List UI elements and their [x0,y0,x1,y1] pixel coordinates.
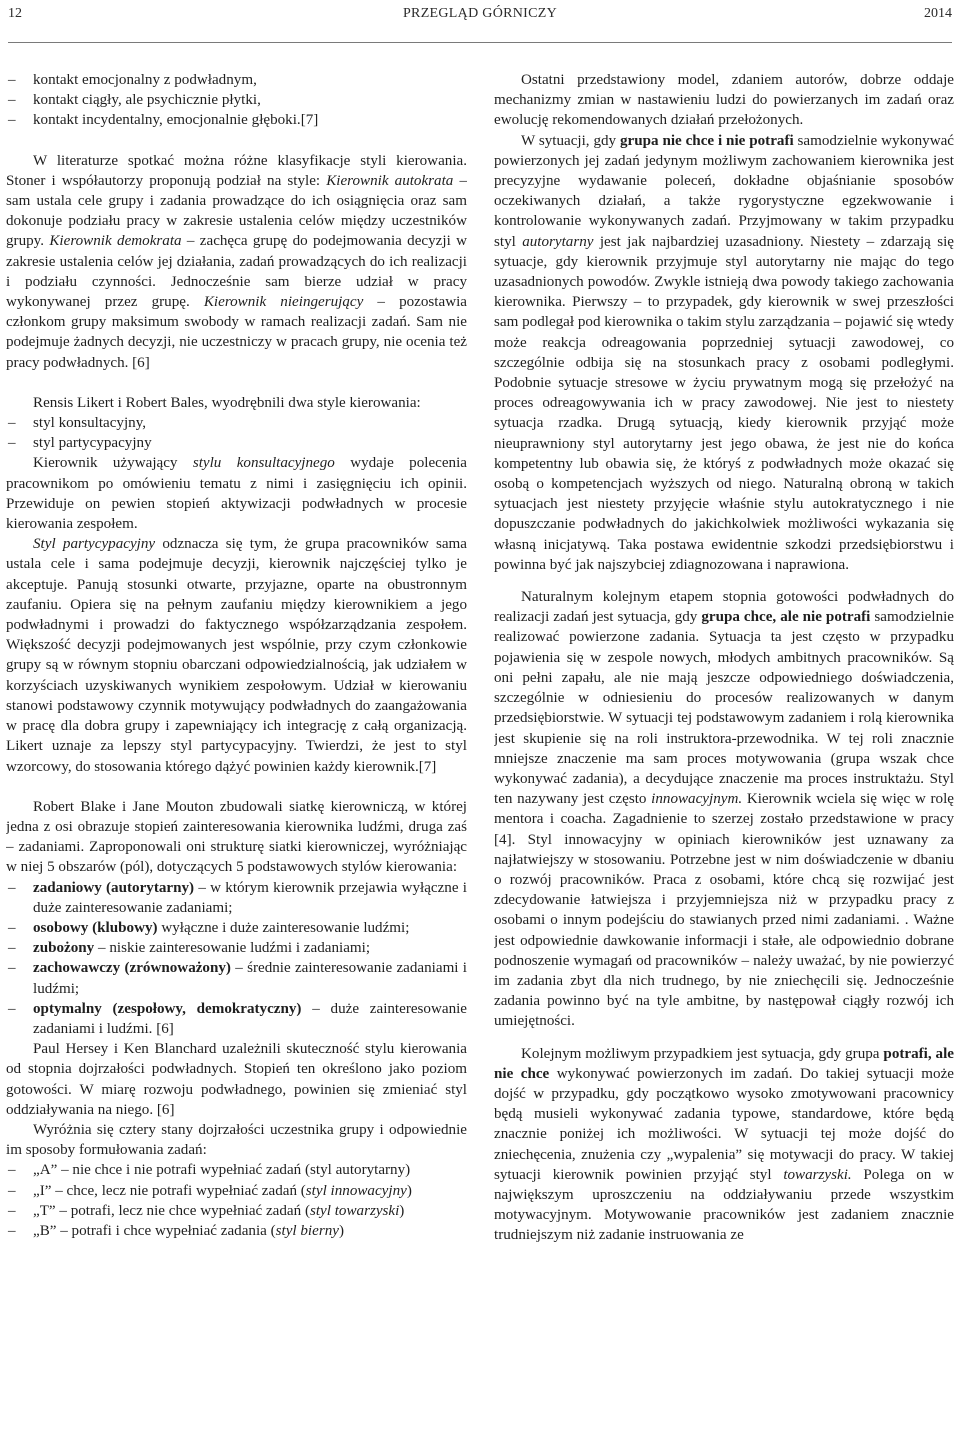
paragraph-hersey-blanchard: Paul Hersey i Ken Blanchard uzależnili skuteczność stylu kierowania od stopnia dojrzałości podwładnych. Stopień ten określono jako poziom gotowości. W miarę rozwoju podwładnego, powinien się zmieniać styl oddziaływania na niego. [6] [6,1041,467,1118]
header-rule [8,42,952,43]
list-item: – zadaniowy (autorytarny) – w którym kierownik przejawia wyłączne i duże zainteresowanie zadaniami; [6,878,467,918]
list-item: – zubożony – niskie zainteresowanie ludźmi i zadaniami; [6,938,467,958]
page-number: 12 [8,6,22,21]
paragraph-innovative-case: Naturalnym kolejnym etapem stopnia gotowości podwładnych do realizacji zadań jest sytuacja, gdy grupa chce, ale nie potrafi samodzielnie realizować powierzone zadania. Sytuacja ta jest często w przypadku pojawienia się w zespole nowych, młodych ambitnych pracowników. Są oni pełni zapału, ale nie mają jeszcze odpowiedniego doświadczenia, szczególnie w odniesieniu do procesów realizowanych w danym przedsiębiorstwie. W sytuacji tej podstawowym zadaniem i rolą kierownika jest skupienie się na roli instruktora-przewodnika. W tej roli znacznie mniejsze znaczenie ma sam proces motywowania (grupa wszak chce wykonywać zadania), a decydujące znaczenie ma proces instruktażu. Styl ten nazywany jest często innowacyjnym. Kierownik wciela się więc w rolę mentora i coacha. Zagadnienie to szerzej zostało przedstawione w pracy [4]. Styl innowacyjny w opiniach kierowników jest uznawany za najłatwiejszy w stosowaniu. Potrzebne jest w nim doświadczenie w dbaniu o rozwój pracowników. Praca z osobami, które chcą się rozwijać jest zdecydowanie łatwiejsza i przyjemniejsza niż w przypadku pracy z osobami o innym podejściu do stawianych przed nimi zadaniami. . Ważne jest odpowiednie dawkowanie informacji i stałe, ale odpowiednio dobrane podnoszenie wymagań od pracowników – należy uważać, by nie powierzyć im zadania zbyt dla nich trudnego, by nie zniechęcili się. Jednocześnie zadania powinno być na tyle ambitne, by następował ciągły rozwój ich umiejętności. [494,589,954,1030]
list-item: – styl konsultacyjny, [6,413,467,433]
list-item: – „B” – potrafi i chce wypełniać zadania (styl bierny) [6,1221,467,1241]
list-item: – optymalny (zespołowy, demokratyczny) – duże zainteresowanie zadaniami i ludźmi. [6] [6,999,467,1039]
paragraph-stoner: W literaturze spotkać można różne klasyfikacje styli kierowania. Stoner i współautorzy proponują podział na style: Kierownik autokrata – sam ustala cele grupy i zadania prowadzące do ich osiągnięcia oraz sam dokonuje podziału pracy w zakresie ustalenia celów między uczestników grupy. Kierownik demokrata – zachęca grupę do podejmowania decyzji w zakresie ustalenia celów jej działania, zadań prowadzących do ich realizacji i podziału czynności. Jednocześnie sam bierze udział w pracy wykonywanej przez grupę. Kierownik nieingerujący – pozostawia członkom grupy maksimum swobody w ramach realizacji zadań. Sam nie podejmuje żadnych decyzji, nie uczestniczy w pracach grupy, nie ocenia też pracy podwładnych. [6] [6,152,467,371]
publication-year: 2014 [924,6,952,21]
paragraph-likert-intro: Rensis Likert i Robert Bales, wyodrębnili dwa style kierowania: [33,394,421,411]
paragraph-social-case: Kolejnym możliwym przypadkiem jest sytuacja, gdy grupa potrafi, ale nie chce wykonywać powierzonych im zadań. Do takiej sytuacji może dojść w przypadku, gdy początkowo wysoko zmotywowani pracownicy będą musieli wykonywać zadania typowe, standardowe, które będą znacznie poniżej ich możliwości. W sytuacji tej może dojść do zniechęcenia, znużenia czy „wypalenia” się motywacji do pracy. W takiej sytuacji kierownik powinien przyjąć styl towarzyski. Polega on w największym uproszczeniu na oddziaływaniu przede wszystkim motywacyjnym. Motywowanie pracowników jest zadaniem znacznie trudniejszym niż zadanie instruowania ze [494,1045,954,1244]
list-item: – styl partycypacyjny [6,433,467,453]
paragraph-consultative: Kierownik używający stylu konsultacyjnego wydaje polecenia pracownikom po omówieniu tematu z nimi i zasięgnięciu ich opinii. Przewiduje on pewien stopień aktywizacji podwładnych w procesie kierowania zespołem. [6,455,467,533]
paragraph-maturity-stages: Wyróżnia się cztery stany dojrzałości uczestnika grupy i odpowiednie im sposoby formułowania zadań: [6,1121,467,1159]
list-item: – „I” – chce, lecz nie potrafi wypełniać zadań (styl innowacyjny) [6,1181,467,1201]
list-item: – osobowy (klubowy) wyłączne i duże zainteresowanie ludźmi; [6,918,467,938]
list-item: – „T” – potrafi, lecz nie chce wypełniać zadań (styl towarzyski) [6,1201,467,1221]
left-column [6,70,467,1438]
right-column [494,70,954,1438]
paragraph-blake-mouton: Robert Blake i Jane Mouton zbudowali siatkę kierowniczą, w której jedna z osi obrazuje stopień zainteresowania kierownika ludźmi, druga zaś – zadaniami. Zaproponowali oni strukturę siatki kierowniczej, wyróżniając w niej 5 obszarów (pól), dotyczących 5 podstawowych stylów kierowania: [6,798,467,876]
list-item: – kontakt emocjonalny z podwładnym, [6,70,467,90]
paragraph-autocratic-case: W sytuacji, gdy grupa nie chce i nie potrafi samodzielnie wykonywać powierzonych jej zadań jedynym możliwym zachowaniem kierownika jest precyzyjne wydawanie poleceń, dokładne objaśnianie sposobów oczekiwanych działań, a także rygorystyczne egzekwowanie i kontrolowanie wykonywanych zadań. Przyjmowany w takim przypadku styl autorytarny jest jak najbardziej uzasadniony. Niestety – zdarzają się sytuacje, gdy kierownik przyjmuje styl autorytarny nie mając do tego uzasadnionych powodów. Zwykle istnieją dwa powody takiego zachowania kierownika. Pierwszy – to przypadek, gdy kierownik w swej przeszłości sam podlegał pod kierownika o takim stylu zarządzania – pojawić się wtedy może reakcja odreagowania poprzedniej sytuacji zawodowej, co szczególnie odbija się na stosunkach pracy z osobami podległymi. Podobnie sytuacje stresowe w życiu prywatnym mogą się przełożyć na proces odreagowywania ich w pracy zawodowej. Nie jest to niestety sytuacja rzadka. Drugą sytuacją, kiedy kierownik przyjąć może nieuprawniony styl autorytarny jest jego obawa, że jest nie do końca kompetentny lub obawia się, że któryś z podwładnych może okazać się osobą o kompetencjach wyższych od niego. Naturalną obroną w takich sytuacjach jest niestety przyjęcie właśnie stylu autokratycznego i nie dopuszczanie podwładnych do jakichkolwiek możliwości wykazania się własną inicjatywą. Taka postawa ewidentnie szkodzi przedsiębiorstwu i powinna być jak najszybciej zdiagnozowana i naprawiona. [494,132,954,573]
list-item: – „A” – nie chce i nie potrafi wypełniać zadań (styl autorytarny) [6,1160,467,1180]
paragraph-model-summary: Ostatni przedstawiony model, zdaniem autorów, dobrze oddaje mechanizmy zmian w nastawieniu ludzi do powierzanych im zadań oraz ewolucję rekomendowanych działań przełożonych. [494,72,954,129]
list-item: – zachowawczy (zrównoważony) – średnie zainteresowanie zadaniami i ludźmi; [6,958,467,998]
paragraph-participative: Styl partycypacyjny odznacza się tym, że grupa pracowników sama ustala cele i sama podejmuje decyzji, kierownik najczęściej tylko je akceptuje. Panują stosunki otwarte, przyjazne, oparte na obustronnym zaufaniu. Opiera się na pełnym zaufaniu między kierownikiem a jego podwładnymi i prowadzi do faktycznego współzarządzania zespołem. Większość decyzji podejmowanych jest wspólnie, przy czym członkowie grupy są w równym stopniu obarczani odpowiedzialnością, jak udziałem w korzyściach uzyskiwanych wynikiem zespołowym. Udział w kierowaniu stanowi podstawowy czynnik motywujący podwładnych do zaangażowania w pracę dla dobra grupy i zapewniający ich integrację z całą organizacją. Likert uznaje za lepszy styl partycypacyjny. Twierdzi, że jest to styl wzorcowy, do stosowania którego dążyć powinien każdy kierownik.[7] [6,536,467,775]
list-item: – kontakt incydentalny, emocjonalnie głęboki.[7] [6,110,467,130]
journal-title: PRZEGLĄD GÓRNICZY [402,6,558,21]
list-item: – kontakt ciągły, ale psychicznie płytki, [6,90,467,110]
running-header [8,6,952,34]
